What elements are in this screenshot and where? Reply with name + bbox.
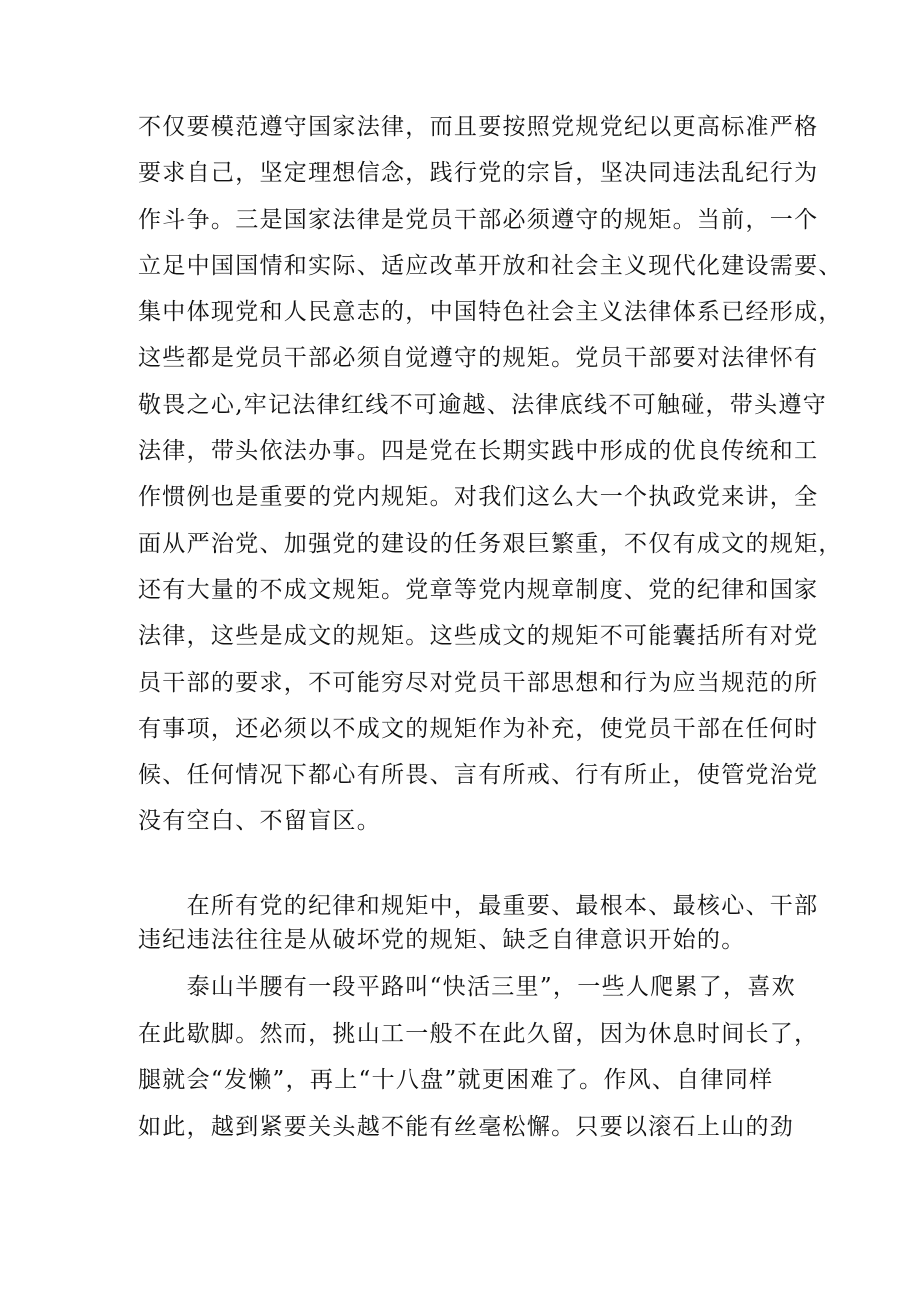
text-line: 敬畏之心,牢记法律红线不可逾越、法律底线不可触碰，带头遵守	[138, 391, 828, 418]
text-line: 要求自己，坚定理想信念，践行党的宗旨，坚决同违法乱纪行为	[138, 160, 819, 187]
text-line: 泰山半腰有一段平路叫“快活三里”，一些人爬累了，喜欢	[138, 974, 796, 1000]
text-line: 候、任何情况下都心有所畏、言有所戒、行有所止，使管党治党	[138, 762, 819, 789]
text-line: 员干部的要求，不可能穷尽对党员干部思想和行为应当规范的所	[138, 669, 819, 696]
text-line: 法律，这些是成文的规矩。这些成文的规矩不可能囊括所有对党	[138, 623, 819, 650]
paragraph-3	[138, 964, 819, 1150]
text-line: 有事项，还必须以不成文的规矩作为补充，使党员干部在任何时	[138, 715, 819, 742]
text-line: 不仅要模范遵守国家法律，而且要按照党规党纪以更高标准严格	[138, 114, 819, 140]
text-line: 立足中国国情和实际、适应改革开放和社会主义现代化建设需要、	[138, 252, 843, 279]
text-line: 作斗争。三是国家法律是党员干部必须遵守的规矩。当前，一个	[138, 206, 819, 233]
text-line: 在此歇脚。然而，挑山工一般不在此久留，因为休息时间长了，	[138, 1020, 819, 1047]
text-line: 腿就会“发懒”，再上“十八盘”就更困难了。作风、自律同样	[138, 1067, 774, 1093]
text-line: 集中体现党和人民意志的，中国特色社会主义法律体系已经形成，	[138, 299, 843, 326]
text-line: 如此，越到紧要关头越不能有丝毫松懈。只要以滚石上山的劲	[138, 1113, 795, 1140]
text-line: 面从严治党、加强党的建设的任务艰巨繁重，不仅有成文的规矩，	[138, 530, 843, 557]
text-line: 在所有党的纪律和规矩中，最重要、最根本、最核心、干部	[138, 893, 819, 919]
paragraph-2	[138, 889, 819, 957]
paragraph-1	[138, 104, 843, 845]
text-line: 没有空白、不留盲区。	[138, 808, 381, 835]
text-line: 违纪违法往往是从破坏党的规矩、缺乏自律意识开始的。	[138, 927, 746, 953]
text-line: 作惯例也是重要的党内规矩。对我们这么大一个执政党来讲，全	[138, 484, 819, 511]
text-line: 这些都是党员干部必须自觉遵守的规矩。党员干部要对法律怀有	[138, 345, 819, 372]
text-line: 法律，带头依法办事。四是党在长期实践中形成的优良传统和工	[138, 438, 819, 465]
text-line: 还有大量的不成文规矩。党章等党内规章制度、党的纪律和国家	[138, 576, 819, 603]
